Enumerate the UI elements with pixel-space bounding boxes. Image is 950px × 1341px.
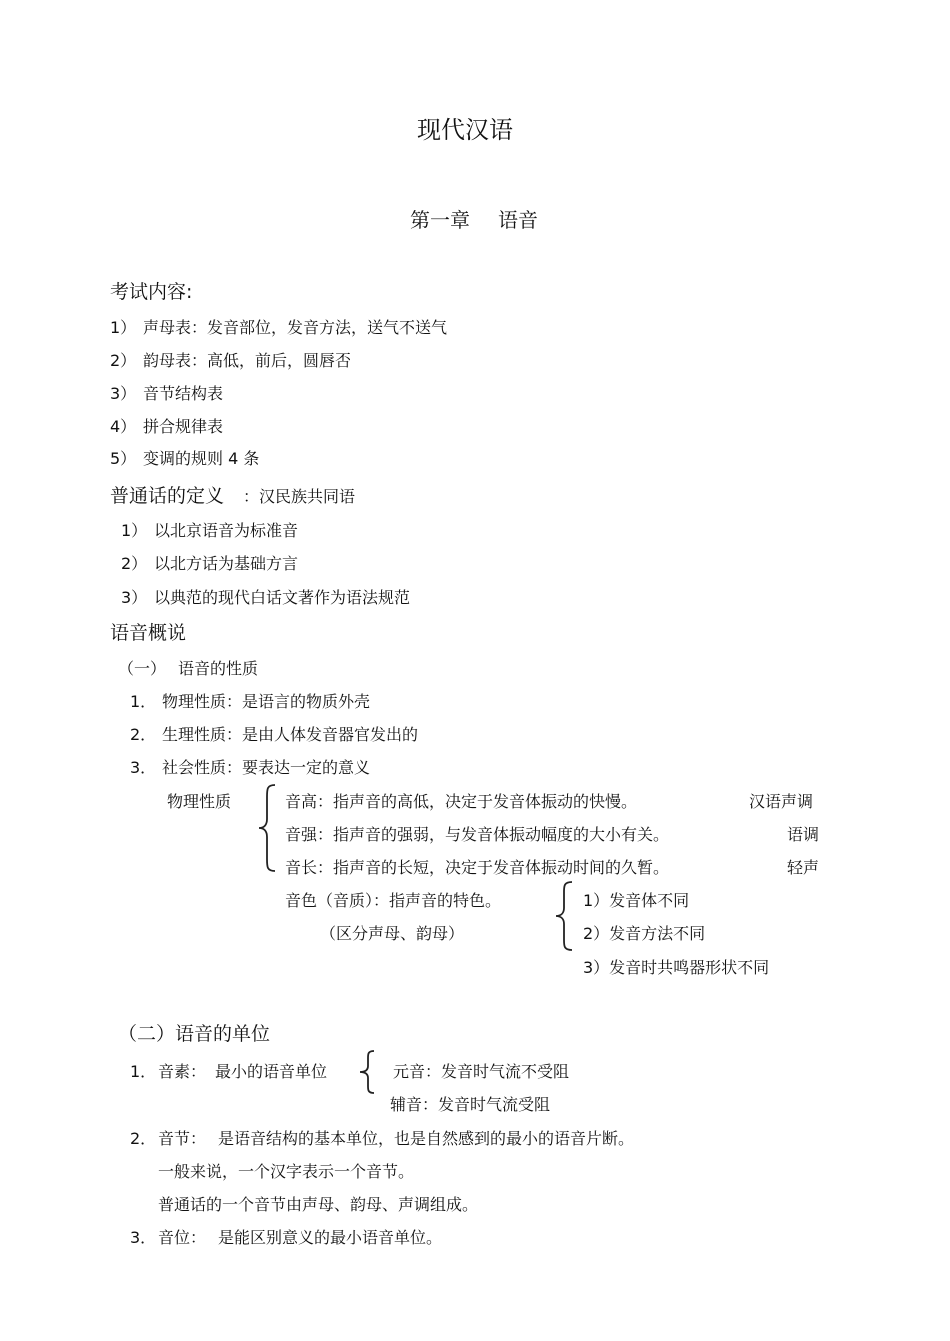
chapter-number: 第一章 — [410, 208, 470, 232]
list-item-number: 3． — [130, 1228, 157, 1247]
left-brace-icon — [256, 783, 278, 873]
section-label: （一） — [118, 659, 167, 678]
list-item-number: 1） — [110, 318, 137, 337]
list-item-number: 2） — [110, 351, 137, 370]
list-item: 拼合规律表 — [143, 417, 224, 436]
list-item: 声母表：发音部位，发音方法，送气不送气 — [143, 318, 448, 337]
page-title: 现代汉语 — [417, 116, 513, 144]
pitch-line: 音高：指声音的高低，决定于发音体振动的快慢。 — [285, 792, 638, 811]
timbre-item: 2）发音方法不同 — [583, 924, 706, 943]
list-item-number: 3） — [110, 384, 137, 403]
list-item-number: 5） — [110, 449, 137, 468]
syllable-line: 一般来说，一个汉字表示一个音节。 — [158, 1162, 415, 1181]
definition-text: ：汉民族共同语 — [243, 487, 356, 506]
syllable-desc: 是语音结构的基本单位，也是自然感到的最小的语音片断。 — [218, 1129, 635, 1148]
physics-label: 物理性质 — [167, 792, 232, 811]
length-note: 轻声 — [787, 858, 820, 877]
phoneme-unit-label: 音位： — [158, 1228, 207, 1247]
section-title: 语音的性质 — [178, 659, 259, 678]
list-item: 社会性质：要表达一定的意义 — [162, 758, 371, 777]
definition-heading: 普通话的定义 — [110, 485, 225, 507]
list-item: 变调的规则 4 条 — [143, 449, 260, 468]
syllable-line: 普通话的一个音节由声母、韵母、声调组成。 — [158, 1195, 479, 1214]
list-item: 以北京语音为标准音 — [154, 521, 299, 540]
list-item: 生理性质：是由人体发音器官发出的 — [162, 725, 419, 744]
list-item-number: 1） — [121, 521, 148, 540]
section-heading: （二）语音的单位 — [118, 1023, 271, 1045]
left-brace-icon — [553, 880, 575, 952]
list-item: 物理性质：是语言的物质外壳 — [162, 692, 371, 711]
list-item-number: 3． — [130, 758, 157, 777]
list-item-number: 1． — [130, 692, 157, 711]
list-item-number: 2． — [130, 725, 157, 744]
pitch-note: 汉语声调 — [749, 792, 814, 811]
consonant-line: 辅音：发音时气流受阻 — [390, 1095, 551, 1114]
list-item: 音节结构表 — [143, 384, 224, 403]
timbre-sub: （区分声母、韵母） — [320, 924, 465, 943]
left-brace-icon — [357, 1049, 377, 1095]
list-item: 韵母表：高低，前后，圆唇否 — [143, 351, 352, 370]
chapter-name: 语音 — [498, 208, 538, 232]
phoneme-unit-desc: 是能区别意义的最小语音单位。 — [218, 1228, 443, 1247]
intensity-line: 音强：指声音的强弱，与发音体振动幅度的大小有关。 — [285, 825, 670, 844]
length-line: 音长：指声音的长短，决定于发音体振动时间的久暂。 — [285, 858, 670, 877]
list-item-number: 1． — [130, 1062, 157, 1081]
syllable-label: 音节： — [158, 1129, 207, 1148]
intensity-note: 语调 — [787, 825, 820, 844]
list-item-number: 4） — [110, 417, 137, 436]
timbre-line: 音色（音质）：指声音的特色。 — [285, 891, 502, 910]
list-item: 以北方话为基础方言 — [154, 554, 299, 573]
timbre-item: 1）发音体不同 — [583, 891, 690, 910]
phoneme-desc: 最小的语音单位 — [215, 1062, 328, 1081]
list-item-number: 3） — [121, 588, 148, 607]
phoneme-label: 音素： — [158, 1062, 207, 1081]
list-item: 以典范的现代白话文著作为语法规范 — [154, 588, 411, 607]
exam-heading: 考试内容: — [110, 281, 193, 303]
overview-heading: 语音概说 — [110, 622, 187, 644]
timbre-item: 3）发音时共鸣器形状不同 — [583, 958, 770, 977]
vowel-line: 元音：发音时气流不受阻 — [393, 1062, 570, 1081]
list-item-number: 2） — [121, 554, 148, 573]
list-item-number: 2． — [130, 1129, 157, 1148]
